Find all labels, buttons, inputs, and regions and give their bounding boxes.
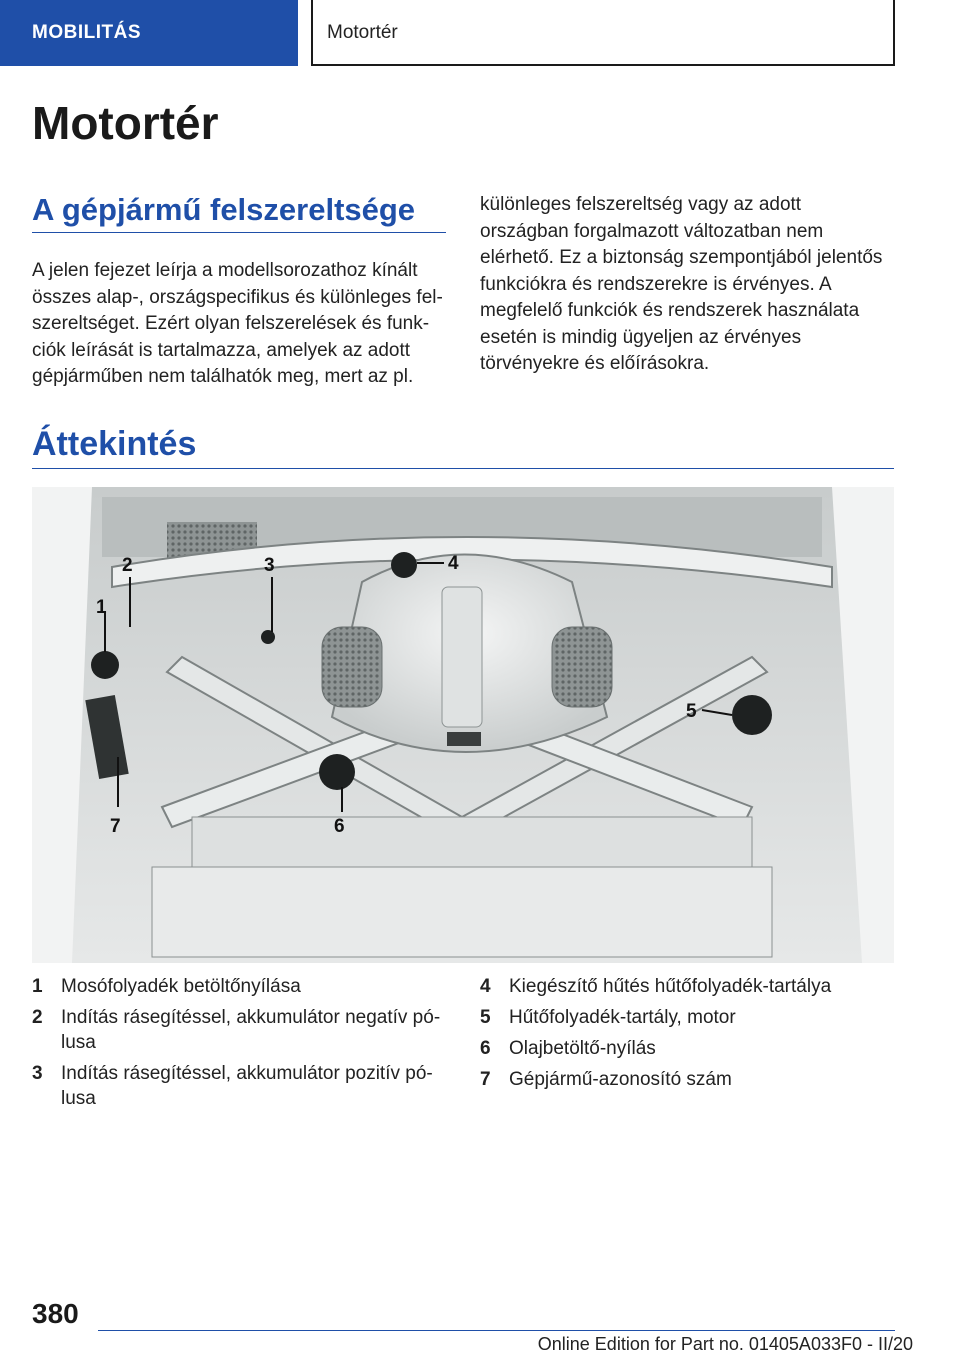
legend-text: Gépjármű-azonosító szám [509, 1069, 732, 1090]
section-heading-overview: Áttekintés [32, 425, 894, 469]
legend-item [32, 1005, 446, 1055]
section-heading-equipment: A gépjármű felszereltsége [32, 192, 446, 233]
section-tab[interactable]: MOBILITÁS [0, 0, 298, 66]
legend-text: Mosófolyadék betöltőnyílása [61, 976, 301, 997]
callout-3: 3 [264, 555, 275, 576]
legend-item [480, 1036, 894, 1061]
callout-4: 4 [448, 553, 459, 574]
paragraph-right: különleges felszereltség vagy az adott országban forgalmazott változatban nem elérhető. Ez a biztonság szempontjából jelentős funkciókra és rendszerekre is érvényes. A megfelelő funkciók és rendszerek használata esetén is mindig ügyeljen az érvényes törvényekre és előírásokra. [480, 194, 883, 374]
legend-item [480, 1005, 894, 1030]
legend-number: 3 [32, 1063, 43, 1084]
legend-number: 4 [480, 976, 491, 997]
legend-item [480, 974, 894, 999]
footer-divider [98, 1330, 895, 1331]
legend-right [480, 974, 894, 1098]
engine-bay-illustration [32, 487, 894, 963]
legend-text: Indítás rásegítéssel, akkumulátor negatív pólusa [61, 1007, 441, 1053]
callout-6: 6 [334, 816, 345, 837]
callout-7: 7 [110, 816, 121, 837]
chapter-title: Motortér [311, 0, 895, 66]
legend-number: 2 [32, 1007, 43, 1028]
callout-5: 5 [686, 701, 697, 722]
legend-number: 1 [32, 976, 43, 997]
legend-text: Hűtőfolyadék-tartály, motor [509, 1007, 736, 1028]
legend-text: Indítás rásegítéssel, akkumulátor pozitív pólusa [61, 1063, 433, 1109]
footer-edition[interactable]: Online Edition for Part no. 01405A033F0 - II/20 [537, 1334, 913, 1354]
legend-item [32, 974, 446, 999]
callout-2: 2 [122, 555, 133, 576]
legend-number: 6 [480, 1038, 491, 1059]
legend-number: 7 [480, 1069, 491, 1090]
legend-text: Kiegészítő hűtés hűtőfolyadék-tartálya [509, 976, 832, 997]
legend-left [32, 974, 446, 1117]
callout-1: 1 [96, 597, 107, 618]
engine-bay-drawing [32, 487, 894, 963]
page-number: 380 [32, 1298, 79, 1329]
page-title: Motortér [32, 97, 219, 149]
paragraph-left: A jelen fejezet leírja a modellsorozathoz kínált összes alap-, országspecifikus és különleges felszereltséget. Ezért olyan felszerelések és funkciók leírását is tartalmazza, amelyek az adott gépjárműben nem találhatók meg, mert az pl. [32, 260, 443, 387]
legend-item [480, 1067, 894, 1092]
legend-text: Olajbetöltő-nyílás [509, 1038, 656, 1059]
legend-item [32, 1061, 446, 1111]
legend-number: 5 [480, 1007, 491, 1028]
